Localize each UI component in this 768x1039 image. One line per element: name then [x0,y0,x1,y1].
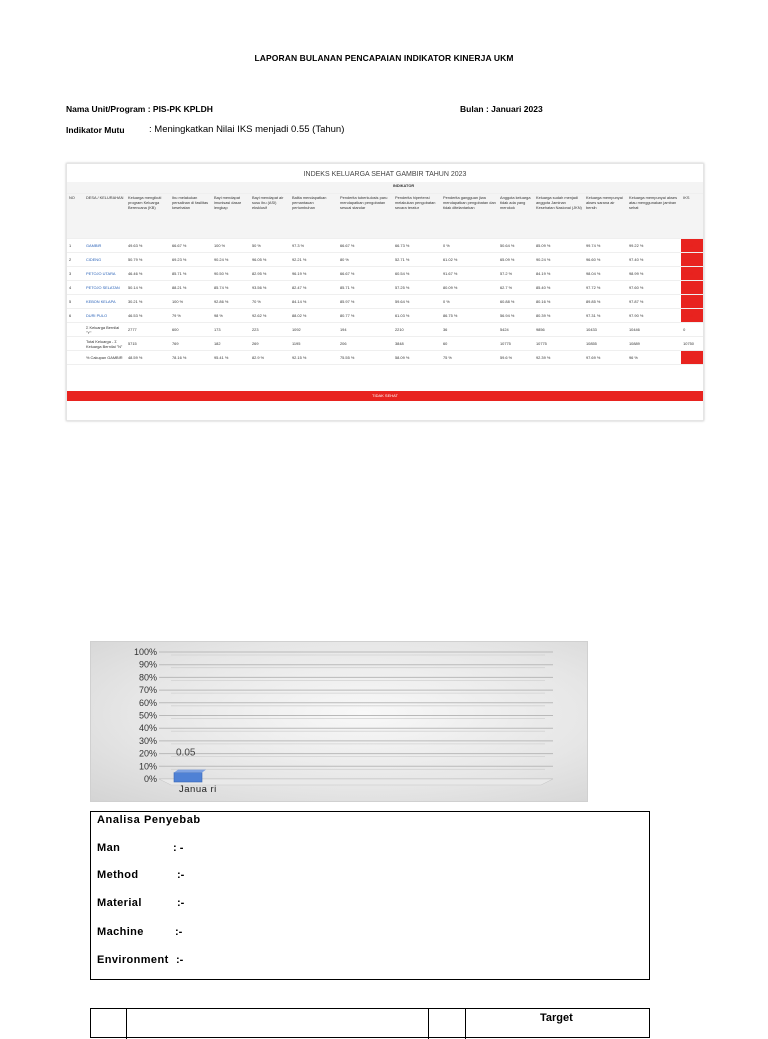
iks-cell: 0.000 [681,309,703,323]
y-tick-label: 100% [133,647,157,657]
table-cell: 61.02 % [441,253,498,267]
column-header: Keluarga sudah menjadi anggota Jaminan Kesehatan Nasional (JKN) [534,194,584,239]
table-cell: 92.86 % [212,295,250,309]
table-cell: 96.05 % [250,253,290,267]
y-tick-label: 50% [138,710,157,721]
table-cell: 66.67 % [170,239,212,253]
iks-cell: 0.000 [681,239,703,253]
analysis-machine-value: :- [175,926,183,938]
table-cell: 10855 [584,337,627,351]
table-cell: 92.15 % [290,351,338,365]
table-cell: 79 % [170,309,212,323]
table-cell: 46.46 % [126,267,170,281]
table-cell: 85.97 % [338,295,393,309]
table-cell: 57.2 % [498,267,534,281]
table-cell: 80.16 % [534,295,584,309]
table-cell: 36 [441,323,498,337]
table-cell: 59.6 % [498,351,534,365]
kelurahan-link[interactable]: CIDENG [84,253,126,267]
table-cell: 97.69 % [584,351,627,365]
column-header: DESA / KELURAHAN [84,194,126,239]
iks-cell: 0 [681,323,703,337]
y-tick-label: 40% [138,723,157,734]
table-cell: 99.22 % [627,239,681,253]
table-cell: 96.60 % [584,253,627,267]
table-cell: 97.72 % [584,281,627,295]
table-divider [126,1009,127,1039]
y-tick-label: 10% [138,761,157,772]
row-label: % Cakupan GAMBIR [84,351,126,365]
table-cell: 92.21 % [290,253,338,267]
table-cell: 80 % [338,253,393,267]
chart-svg [91,642,587,801]
table-cell: 173 [212,323,250,337]
y-tick-label: 30% [138,735,157,746]
y-tick-label: 0% [143,774,157,784]
table-cell: 194 [338,323,393,337]
iks-cell: 0.000 [681,267,703,281]
analysis-material-value: :- [177,897,185,909]
table-divider [428,1009,429,1039]
table-cell: 66.67 % [338,267,393,281]
table-cell: 98.99 % [627,267,681,281]
iks-cell: 0.000 [681,281,703,295]
table-cell: 92.39 % [534,351,584,365]
table-cell: 60.88 % [498,295,534,309]
iks-table-title: INDEKS KELUARGA SEHAT GAMBIR TAHUN 2023 [303,171,467,178]
table-cell: 269 [250,337,290,351]
analysis-heading: Analisa Penyebab [97,814,201,826]
column-header: Bayi mendapat imunisasi dasar lengkap [212,194,250,239]
table-cell: 70 % [250,295,290,309]
kelurahan-link[interactable]: GAMBIR [84,239,126,253]
iks-table-image [66,163,704,421]
analysis-man-label: Man [97,842,121,854]
table-cell: 60.54 % [393,267,441,281]
table-cell: 100 % [170,295,212,309]
table-cell: 66.73 % [393,239,441,253]
table-cell: 50.14 % [126,281,170,295]
table-cell: 9856 [534,323,584,337]
table-cell: 57.25 % [393,281,441,295]
table-cell: 0 % [441,239,498,253]
bar-januari [174,773,202,782]
table-cell: 1092 [290,323,338,337]
table-cell: 88.21 % [170,281,212,295]
table-cell: 5715 [126,337,170,351]
table-cell: 10775 [498,337,534,351]
table-cell: 49.63 % [126,239,170,253]
table-cell: 89.85 % [584,295,627,309]
table-cell: 50 % [250,239,290,253]
table-cell: 82.95 % [250,267,290,281]
kelurahan-link[interactable]: PETOJO UTARA [84,267,126,281]
table-cell: 600 [170,323,212,337]
table-cell: 97.40 % [627,253,681,267]
table-row [67,295,703,309]
table-cell: 86.75 % [441,309,498,323]
table-cell: 84.14 % [290,295,338,309]
column-header: Anggota keluarga tidak ada yang merokok [498,194,534,239]
table-row [67,337,703,351]
analysis-box [90,811,650,980]
analysis-material-label: Material [97,897,142,909]
table-cell: 60 [441,337,498,351]
y-tick-label: 20% [138,748,157,759]
unit-program-label: Nama Unit/Program : PIS-PK KPLDH [66,104,213,114]
table-cell: 98.04 % [584,267,627,281]
analysis-method-value: :- [177,869,185,881]
kelurahan-link[interactable]: DURI PULO [84,309,126,323]
table-cell: 93.56 % [250,281,290,295]
table-cell: 66.67 % [338,239,393,253]
table-cell: 10775 [534,337,584,351]
table-cell: 2210 [393,323,441,337]
table-cell: 85.71 % [170,267,212,281]
table-cell: 92.62 % [250,309,290,323]
column-header: Balita mendapatkan pemantauan pertumbuhan [290,194,338,239]
table-row [67,239,703,253]
column-header: Bayi mendapat air susu ibu (ASI) eksklusif [250,194,290,239]
table-cell: 65.09 % [498,253,534,267]
table-cell: 96 % [627,351,681,365]
column-header: Keluarga mempunyai akses atau menggunakan jamban sehat [627,194,681,239]
table-cell: 78.16 % [170,351,212,365]
iks-cell: 0.000 [681,351,703,365]
table-cell: 30.21 % [126,295,170,309]
row-number [67,323,84,337]
column-header: Keluarga mengikuti program Keluarga Berencana (KB) [126,194,170,239]
table-cell: 52.71 % [393,253,441,267]
table-cell: 82.9 % [250,351,290,365]
table-cell: 46.53 % [126,309,170,323]
report-title: LAPORAN BULANAN PENCAPAIAN INDIKATOR KINERJA UKM [254,53,514,63]
table-row [67,309,703,323]
x-category-label: Janua ri [179,784,217,795]
table-cell: 5424 [498,323,534,337]
table-row [67,281,703,295]
column-header: Ibu melakukan persalinan di fasilitas kesehatan [170,194,212,239]
table-cell: 84.19 % [534,267,584,281]
row-label: Σ Keluarga Bernilai "Y" [84,323,126,337]
column-header: NO [67,194,84,239]
column-header: IKS [681,194,703,239]
iks-cell: 10750 [681,337,703,351]
target-header: Target [540,1012,573,1024]
table-cell: 97.31 % [584,309,627,323]
table-divider [465,1009,466,1039]
analysis-environment-value: :- [176,954,184,966]
row-number: 6 [67,309,84,323]
table-cell: 85.71 % [338,281,393,295]
target-table [90,1008,650,1038]
month-label: Bulan : Januari 2023 [460,104,543,114]
data-label: 0.05 [176,747,196,759]
bar-januari-top [174,770,206,773]
table-cell: 206 [338,337,393,351]
table-cell: 97.3 % [290,239,338,253]
table-cell: 90.50 % [212,267,250,281]
table-cell: 10446 [627,323,681,337]
table-cell: 82.47 % [290,281,338,295]
analysis-man-value: : - [173,842,184,854]
table-row [67,323,703,337]
table-cell: 88.02 % [290,309,338,323]
table-cell: 95.41 % [212,351,250,365]
column-header: Penderita tuberkulosis paru mendapatkan pengobatan sesuai standar [338,194,393,239]
row-number: 1 [67,239,84,253]
row-number: 3 [67,267,84,281]
column-header: Keluarga mempunyai akses sarana air bersih [584,194,627,239]
table-header-row [67,194,703,239]
table-row [67,253,703,267]
table-cell: 97.87 % [627,295,681,309]
table-cell: 91.67 % [441,267,498,281]
table-row [67,267,703,281]
indicator-group-header: INDIKATOR [126,182,681,194]
table-cell: 50.64 % [498,239,534,253]
table-cell: 90.24 % [534,253,584,267]
table-cell: 182 [212,337,250,351]
table-cell: 90.24 % [212,253,250,267]
row-number: 2 [67,253,84,267]
y-tick-label: 90% [138,659,157,670]
table-cell: 223 [250,323,290,337]
table-cell: 2777 [126,323,170,337]
table-cell: 56.94 % [498,309,534,323]
table-cell: 59.64 % [393,295,441,309]
analysis-machine-label: Machine [97,926,144,938]
row-label: Total Keluarga - Σ Keluarga Bernilai "N" [84,337,126,351]
table-cell: 80.77 % [338,309,393,323]
table-cell: 80.09 % [441,281,498,295]
iks-cell: 0.000 [681,253,703,267]
iks-chart [90,641,588,802]
analysis-environment-label: Environment [97,954,169,966]
table-cell: 10433 [584,323,627,337]
table-cell: 3848 [393,337,441,351]
indicator-label: Indikator Mutu [66,125,125,135]
table-cell: 69.23 % [170,253,212,267]
table-cell: 75.55 % [338,351,393,365]
status-bar: TIDAK SEHAT [67,391,703,401]
y-tick-label: 60% [138,697,157,708]
column-header: Penderita hipertensi melakukan pengobatan secara teratur [393,194,441,239]
row-number [67,351,84,365]
table-cell: 58.09 % [393,351,441,365]
table-cell: 98 % [212,309,250,323]
table-cell: 85.09 % [534,239,584,253]
table-row [67,351,703,365]
table-cell: 97.90 % [627,309,681,323]
table-cell: 769 [170,337,212,351]
table-cell: 0 % [441,295,498,309]
table-cell: 48.59 % [126,351,170,365]
kelurahan-link[interactable]: KEBON KELAPA [84,295,126,309]
row-number: 5 [67,295,84,309]
table-cell: 85.40 % [534,281,584,295]
row-number [67,337,84,351]
table-cell: 100 % [212,239,250,253]
table-cell: 50.79 % [126,253,170,267]
analysis-method-label: Method [97,869,139,881]
table-cell: 96.19 % [290,267,338,281]
y-tick-label: 70% [138,685,157,696]
row-number: 4 [67,281,84,295]
table-cell: 85.74 % [212,281,250,295]
column-header: Penderita gangguan jiwa mendapatkan pengobatan dan tidak ditelantarkan [441,194,498,239]
kelurahan-link[interactable]: PETOJO SELATAN [84,281,126,295]
table-cell: 1195 [290,337,338,351]
table-cell: 10889 [627,337,681,351]
table-cell: 80.39 % [534,309,584,323]
chart-floor [159,779,553,785]
table-cell: 75 % [441,351,498,365]
iks-cell: 0.000 [681,295,703,309]
table-cell: 97.60 % [627,281,681,295]
table-cell: 99.74 % [584,239,627,253]
table-cell: 61.03 % [393,309,441,323]
y-tick-label: 80% [138,672,157,683]
iks-table [67,182,703,365]
table-cell: 62.7 % [498,281,534,295]
indicator-value: : Meningkatkan Nilai IKS menjadi 0.55 (Tahun) [149,124,345,135]
